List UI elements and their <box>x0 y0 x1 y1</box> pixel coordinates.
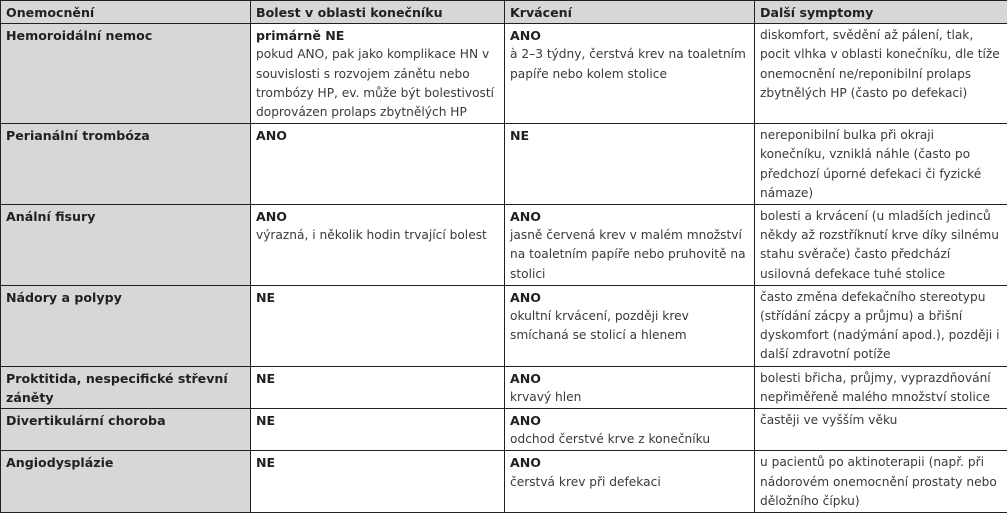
table-body <box>1 24 1007 513</box>
bleeding-detail: jasně červená krev v malém množství na toaletním papíře nebo pruhovitě na stolici <box>510 226 749 284</box>
table-row <box>1 366 1007 408</box>
pain-lead: NE <box>256 288 499 307</box>
disease-cell: Anální fisury <box>1 205 251 286</box>
disease-cell: Perianální trombóza <box>1 124 251 205</box>
symptoms-cell: bolesti a krvácení (u mladších jedinců někdy až rozstříknutí krve díky silnému stahu svěrače) často předchází usilovná defekace tuhé stolice <box>755 205 1007 286</box>
bleeding-detail: čerstvá krev při defekaci <box>510 473 749 492</box>
disease-cell: Angiodysplázie <box>1 451 251 513</box>
pain-cell <box>251 451 505 513</box>
bleeding-cell <box>505 451 755 513</box>
bleeding-cell <box>505 24 755 124</box>
header-pain: Bolest v oblasti konečníku <box>251 1 505 24</box>
symptoms-cell: diskomfort, svědění až pálení, tlak, pocit vlhka v oblasti konečníku, dle tíže onemocnění ne/reponibilní prolaps zbytnělých HP (často po defekaci) <box>755 24 1007 124</box>
table-row <box>1 124 1007 205</box>
symptoms-cell: nereponibilní bulka při okraji konečníku, vzniklá náhle (často po předchozí úporné defekaci či fyzické námaze) <box>755 124 1007 205</box>
pain-lead: NE <box>256 411 499 430</box>
bleeding-detail: okultní krvácení, později krev smíchaná se stolicí a hlenem <box>510 307 749 345</box>
bleeding-cell <box>505 366 755 408</box>
bleeding-lead: ANO <box>510 369 749 388</box>
pain-cell <box>251 205 505 286</box>
bleeding-lead: ANO <box>510 288 749 307</box>
header-disease: Onemocnění <box>1 1 251 24</box>
pain-detail: výrazná, i několik hodin trvající bolest <box>256 226 499 245</box>
bleeding-lead: ANO <box>510 411 749 430</box>
pain-cell <box>251 124 505 205</box>
symptoms-cell: u pacientů po aktinoterapii (např. při nádorovém onemocnění prostaty nebo děložního čípku) <box>755 451 1007 513</box>
bleeding-lead: ANO <box>510 207 749 226</box>
bleeding-detail: odchod čerstvé krve z konečníku <box>510 430 749 449</box>
header-bleeding: Krvácení <box>505 1 755 24</box>
pain-cell <box>251 409 505 451</box>
disease-cell: Hemoroidální nemoc <box>1 24 251 124</box>
pain-lead: primárně NE <box>256 26 499 45</box>
table-row <box>1 451 1007 513</box>
symptoms-cell: častěji ve vyšším věku <box>755 409 1007 451</box>
pain-lead: NE <box>256 453 499 472</box>
bleeding-cell <box>505 205 755 286</box>
bleeding-cell <box>505 409 755 451</box>
pain-detail: pokud ANO, pak jako komplikace HN v souvislosti s rozvojem zánětu nebo trombózy HP, ev. může být bolestivostí doprovázen prolaps zbytnělých HP <box>256 45 499 122</box>
bleeding-cell <box>505 124 755 205</box>
table-header <box>1 1 1007 24</box>
table-row <box>1 409 1007 451</box>
pain-lead: ANO <box>256 126 499 145</box>
table-row <box>1 285 1007 366</box>
pain-cell <box>251 366 505 408</box>
pain-cell <box>251 285 505 366</box>
symptoms-cell: často změna defekačního stereotypu (střídání zácpy a průjmu) a břišní dyskomfort (nadýmání apod.), později i další zdravotní potíže <box>755 285 1007 366</box>
disease-cell: Divertikulární choroba <box>1 409 251 451</box>
disease-cell: Nádory a polypy <box>1 285 251 366</box>
table-row <box>1 24 1007 124</box>
bleeding-lead: ANO <box>510 26 749 45</box>
pain-lead: ANO <box>256 207 499 226</box>
bleeding-cell <box>505 285 755 366</box>
bleeding-lead: ANO <box>510 453 749 472</box>
symptoms-cell: bolesti břicha, průjmy, vyprazdňování nepřiměřeně malého množství stolice <box>755 366 1007 408</box>
header-row <box>1 1 1007 24</box>
pain-cell <box>251 24 505 124</box>
bleeding-lead: NE <box>510 126 749 145</box>
bleeding-detail: à 2–3 týdny, čerstvá krev na toaletním papíře nebo kolem stolice <box>510 45 749 83</box>
disease-cell: Proktitida, nespecifické střevní záněty <box>1 366 251 408</box>
header-symptoms: Další symptomy <box>755 1 1007 24</box>
bleeding-detail: krvavý hlen <box>510 388 749 407</box>
pain-lead: NE <box>256 369 499 388</box>
table-row <box>1 205 1007 286</box>
